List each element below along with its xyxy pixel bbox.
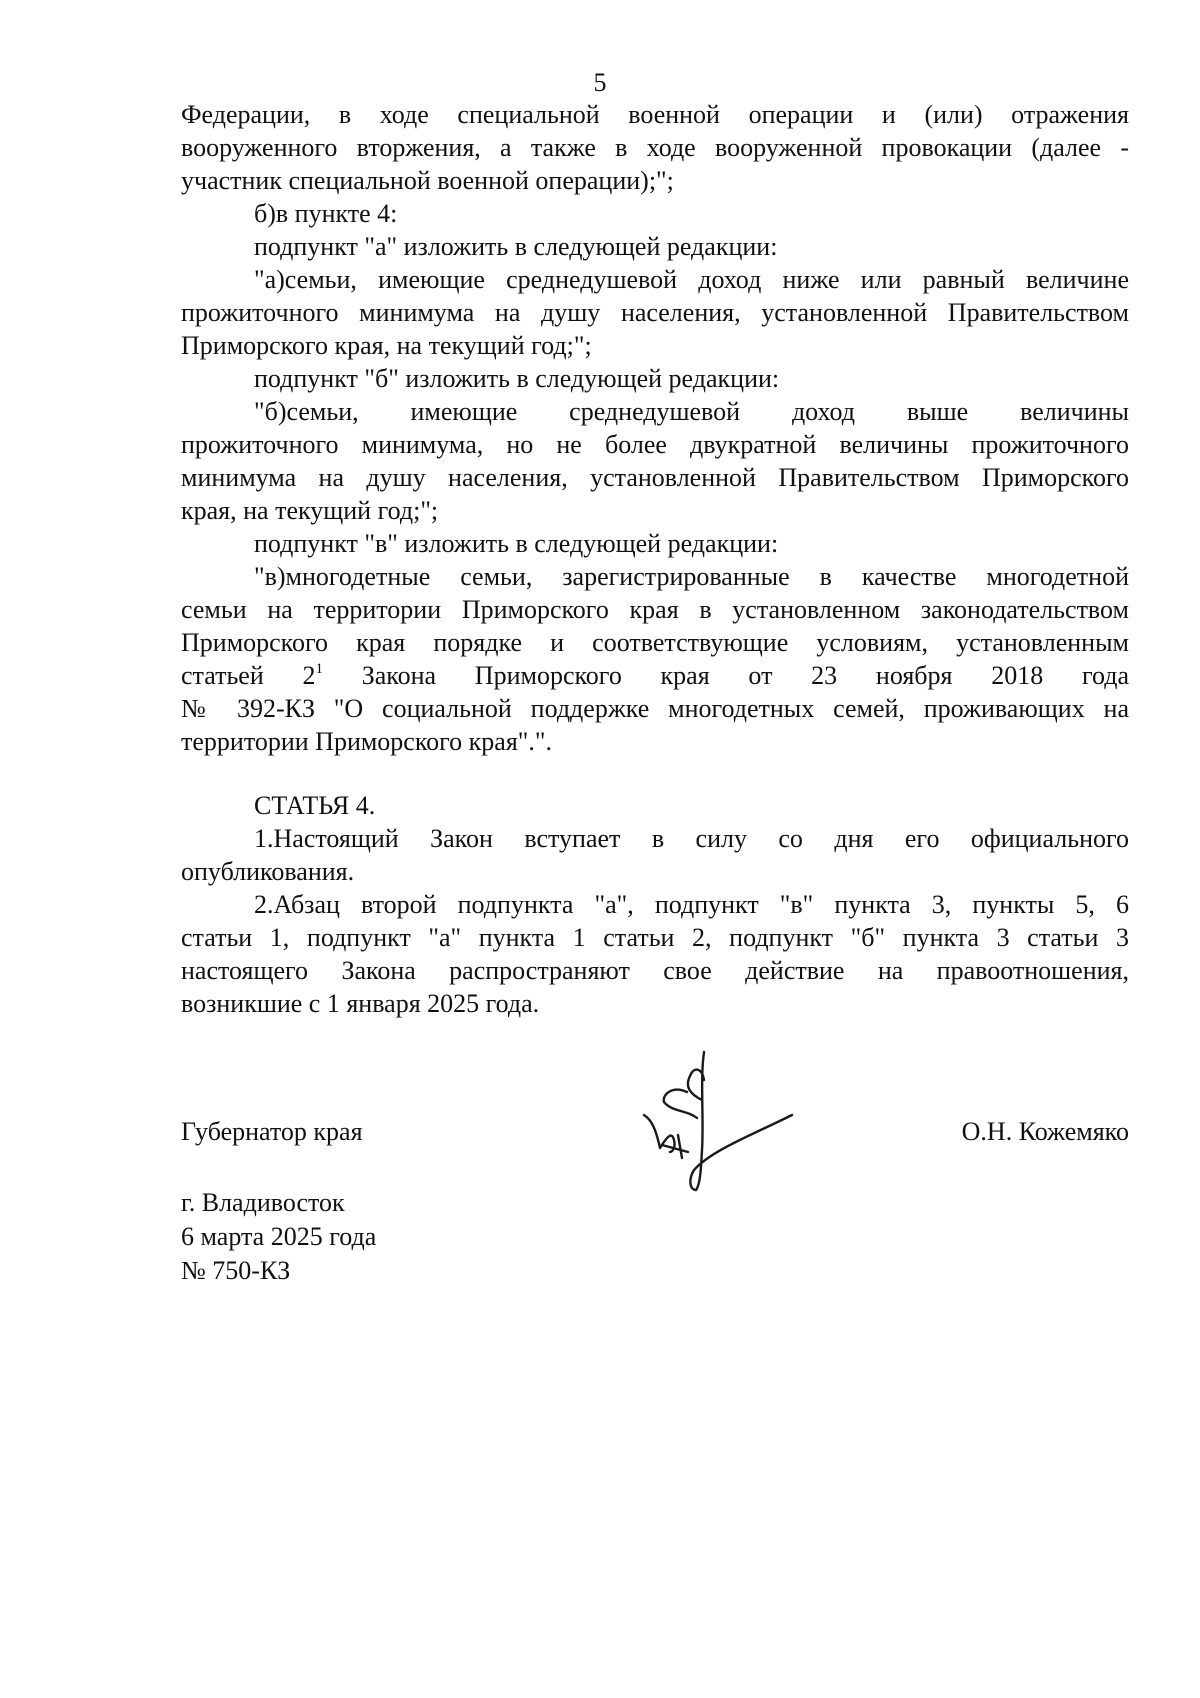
- text-line: опубликования.: [181, 857, 355, 886]
- text-line: "а)семьи, имеющие среднедушевой доход ниже или равный величине: [254, 265, 1129, 294]
- text-line: подпункт "а" изложить в следующей редакции:: [254, 232, 778, 261]
- signature-block: [181, 1115, 1129, 1149]
- text-line: возникшие с 1 января 2025 года.: [181, 989, 540, 1018]
- text-line: Приморского края, на текущий год;";: [181, 331, 592, 360]
- law-number: № 750-КЗ: [181, 1256, 291, 1285]
- place-date-block: [181, 1186, 376, 1288]
- text-line: прожиточного минимума, но не более двукратной величины прожиточного: [181, 430, 1129, 459]
- text-line: подпункт "б" изложить в следующей редакции:: [254, 364, 780, 393]
- text-line: [181, 659, 1129, 692]
- text-line: б)в пункте 4:: [254, 199, 398, 228]
- text-line: территории Приморского края".".: [181, 727, 553, 756]
- text-line: настоящего Закона распространяют свое действие на правоотношения,: [181, 956, 1129, 985]
- text-line: края, на текущий год;";: [181, 496, 439, 525]
- text-line: вооруженного вторжения, а также в ходе вооруженной провокации (далее -: [181, 133, 1129, 162]
- text-line: Приморского края порядке и соответствующие условиям, установленным: [181, 628, 1129, 657]
- text-line: "в)многодетные семьи, зарегистрированные в качестве многодетной: [254, 562, 1129, 591]
- page-number: 5: [593, 68, 607, 97]
- text-line: минимума на душу населения, установленной Правительством Приморского: [181, 463, 1129, 492]
- text-line: "б)семьи, имеющие среднедушевой доход выше величины: [254, 397, 1129, 426]
- text-line: Федерации, в ходе специальной военной операции и (или) отражения: [181, 100, 1129, 129]
- text-line: 2.Абзац второй подпункта "а", подпункт "в" пункта 3, пункты 5, 6: [254, 890, 1129, 919]
- text-line: статьи 1, подпункт "а" пункта 1 статьи 2, подпункт "б" пункта 3 статьи 3: [181, 923, 1129, 952]
- article-heading: СТАТЬЯ 4.: [254, 791, 376, 820]
- text-line: семьи на территории Приморского края в установленном законодательством: [181, 595, 1129, 624]
- signer-name: О.Н. Кожемяко: [961, 1117, 1129, 1146]
- text-fragment: Закона Приморского края от 23 ноября 2018 года: [323, 661, 1129, 690]
- text-fragment: статьей 2: [181, 661, 316, 690]
- text-line: прожиточного минимума на душу населения, установленной Правительством: [181, 298, 1129, 327]
- text-line: 1.Настоящий Закон вступает в силу со дня его официального: [254, 824, 1129, 853]
- text-line: подпункт "в" изложить в следующей редакции:: [254, 529, 779, 558]
- superscript: 1: [315, 661, 323, 677]
- law-text: [181, 98, 1129, 1020]
- text-line: № 392-КЗ "О социальной поддержке многодетных семей, проживающих на: [181, 694, 1129, 723]
- signer-position: Губернатор края: [181, 1117, 363, 1146]
- city: г. Владивосток: [181, 1188, 345, 1217]
- text-line: участник специальной военной операции);";: [181, 166, 674, 195]
- date: 6 марта 2025 года: [181, 1222, 377, 1251]
